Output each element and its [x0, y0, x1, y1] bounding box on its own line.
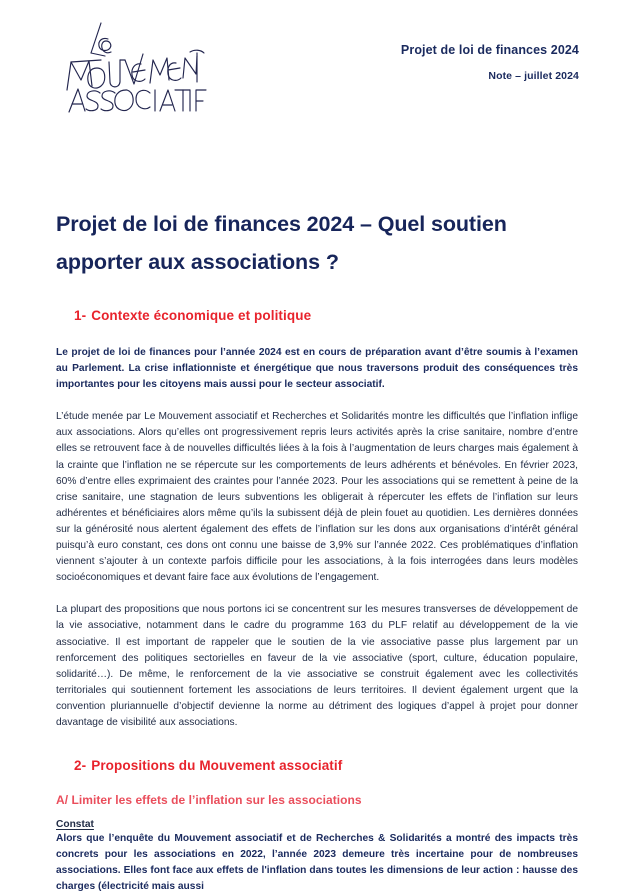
subsection-heading-a: A/ Limiter les effets de l’inflation sur les associations — [56, 793, 362, 808]
section-number-1: 1- — [74, 308, 87, 323]
header-document-subtitle: Note – juillet 2024 — [488, 70, 579, 82]
paragraph-1-1: Le projet de loi de finances pour l’année 2024 est en cours de préparation avant d’être soumis à l’examen au Parlement. La crise inflationniste et énergétique que nous traversons produit des conséquences très importantes pour les citoyens mais aussi pour le secteur associatif. — [56, 347, 578, 391]
section-title-2: Propositions du Mouvement associatif — [91, 758, 343, 774]
paragraph-2-1: Alors que l’enquête du Mouvement associatif et de Recherches & Solidarités a montré des impacts très concrets pour les associations en 2022, l’année 2023 demeure très incertaine pour de nombreuses associations. Elles font face aux effets de l'inflation dans toutes les dimensions de leur action : hausse des charges (électricité mais aussi — [56, 833, 578, 893]
logo-icon — [57, 20, 207, 115]
page-title: Projet de loi de finances 2024 – Quel soutien apporter aux associations ? — [56, 212, 507, 274]
mouvement-associatif-logo — [57, 20, 207, 115]
section-heading-1 — [74, 308, 578, 323]
section-heading-2 — [74, 758, 578, 773]
section-title-1: Contexte économique et politique — [91, 308, 312, 323]
paragraph-1-3: La plupart des propositions que nous portons ici se concentrent sur les mesures transverses de développement de la vie associative, notamment dans le cadre du programme 163 du PLF relatif au développement de la vie associative. Il est important de rappeler que le soutien de la vie associative passe plus largement par un renforcement des politiques sectorielles en faveur de la vie associative (sport, culture, éducation populaire, solidarité…). De même, le renforcement de la vie associative se construit également avec les collectivités territoriales qui soutiennent fortement les associations de leurs territoires. Il devient également urgent que la convention pluriannuelle d’objectif devienne la norme au détriment des logiques d’appel à projet pour donner davantage de visibilité aux associations. — [56, 604, 578, 728]
header-right-block — [401, 42, 579, 84]
header-document-title: Projet de loi de finances 2024 — [400, 43, 579, 57]
section-number-2: 2- — [74, 758, 87, 774]
page-header — [0, 0, 628, 130]
constat-label: Constat — [56, 819, 94, 831]
paragraph-1-2: L’étude menée par Le Mouvement associatif et Recherches et Solidarités montre les difficultés que l’inflation inflige aux associations. Alors qu’elles ont progressivement repris leurs activités après la crise sanitaire, nombre d’entre elles se retrouvent face à de nouvelles difficultés liées à la fois à l’augmentation de leurs charges mais également à la crainte que l’inflation ne se répercute sur les comportements de leurs adhérents et bénévoles. En février 2023, 60% d’entre elles exprimaient des craintes pour l’année 2023. Pour les associations qui se remettent à peine de la crise sanitaire, une stagnation de leurs subventions les obligerait à répercuter les effets de l’inflation sur leurs adhérentes et bénéficiaires alors même qu’ils la subissent déjà de plein fouet au quotidien. Les dernières données sur la générosité nous alertent également des effets de l’inflation sur les dons aux organisations d’intérêt général puisqu’à euro constant, ces dons ont connu une baisse de 3,9% sur l’année 2022. Ces problématiques d’inflation viennent s’ajouter à un contexte parfois difficile pour les associations, à la fois interrogées dans leurs modèles socioéconomiques et devant faire face aux évolutions de l’engagement. — [56, 411, 578, 584]
document-content — [56, 205, 578, 895]
